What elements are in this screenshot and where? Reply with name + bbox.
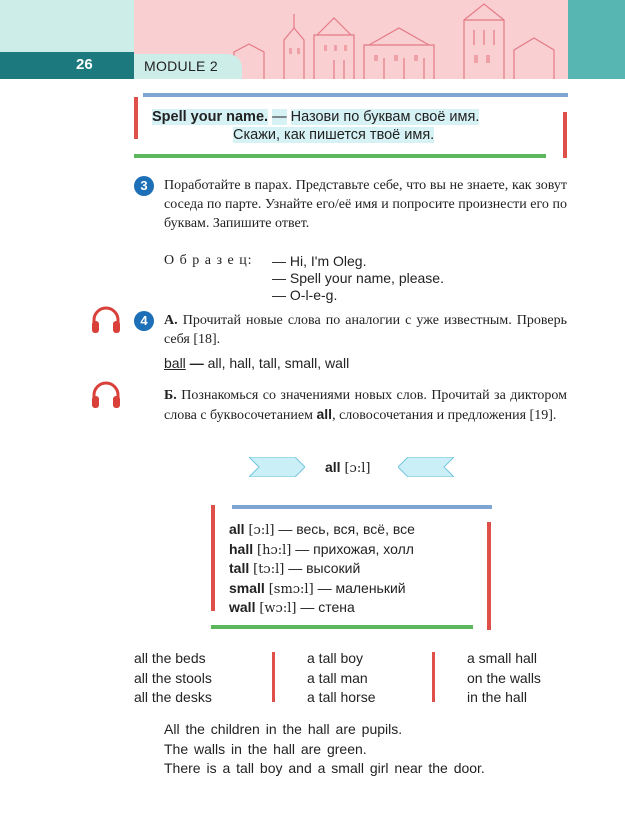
analogy-base-word: ball [164,355,186,371]
phrase: a tall boy [307,650,364,666]
vocab-word: all [229,521,245,537]
vocab-box-bottom-bar [211,625,473,629]
phrase: all the desks [134,689,212,705]
exercise-4a-label: А. [164,313,178,328]
spell-box-line-2 [233,126,434,144]
vocab-transcription: [tɔ:l] [253,562,285,577]
vocab-word: tall [229,560,250,576]
spell-box-bottom-bar [134,154,546,158]
vocab-row [229,520,415,541]
phrase: all the beds [134,650,206,666]
banner-word: all [325,459,341,475]
module-label: MODULE 2 [144,58,218,74]
analogy-line [164,354,349,372]
exercise-3-badge: 3 [134,176,154,196]
phrases-column-2 [307,649,375,708]
vocab-word: small [229,579,265,596]
exercise-3-line-1: — Hi, I'm Oleg. [272,253,367,269]
sentence: The walls in the hall are green. [164,740,367,757]
vocab-meaning: — прихожая, холл [295,540,414,557]
headphones-icon [90,305,122,335]
exercise-4b-label: Б. [164,388,177,403]
phrase: in the hall [467,689,527,705]
exercise-4-badge: 4 [134,311,154,331]
spell-box-top-bar [143,93,568,97]
analogy-dash: — [189,355,204,371]
exercise-4b-text-1: Познакомься со значениями новых слов. Прочитай за диктором слова с буквосочетанием [164,388,568,423]
banner-left-ribbon [249,457,305,477]
vocab-word: wall [229,599,256,615]
vocab-transcription: [hɔ:l] [257,542,292,558]
exercise-4a-text: Прочитай новые слова по аналогии с уже известным. Проверь себя [18]. [164,313,568,347]
exercise-4a-instructions [164,311,567,349]
vocab-box-top-bar [232,505,492,509]
exercise-4b-instructions [164,386,567,425]
vocab-transcription: [smɔ:l] [268,581,314,597]
phrase: all the stools [134,669,212,686]
exercise-4b-bold-word: all [316,406,333,422]
phrase: on the walls [467,669,541,686]
vocab-box-right-bar [487,522,491,630]
banner-text [325,458,370,478]
phrase: a tall horse [307,689,376,705]
exercise-3-line-2: — Spell your name, please. [272,270,444,286]
sentence: All the children in the hall are pupils. [164,721,403,737]
spell-box-right-bar [563,112,567,158]
banner-right-ribbon [398,457,454,477]
analogy-words: all, hall, tall, small, wall [207,355,350,371]
page-number: 26 [76,56,93,73]
phrases-divider-1 [272,652,275,702]
vocab-meaning: — стена [300,599,355,615]
phrases-divider-2 [432,652,435,702]
vocab-row [229,579,406,600]
exercise-3-sample-label: О б р а з е ц: [164,253,253,268]
spell-box-russian-1: Назови по буквам своё имя. [290,109,480,125]
vocab-row [229,540,414,561]
exercise-3-instructions: Поработайте в парах. Представьте себе, что вы не знаете, как зовут соседа по парте. Узнайте его/её имя и попросите произнести его по буквам. Запишите ответ. [164,178,567,231]
vocab-row [229,598,355,619]
vocab-meaning: — весь, вся, всё, все [278,521,415,537]
header-right-band [568,0,625,79]
sentence: There is a tall boy and a small girl near the door. [164,760,485,776]
spell-box-left-bar [134,97,138,139]
vocab-row [229,559,360,580]
phrase: a small hall [467,650,538,666]
spell-box-russian-2: Скажи, как пишется твоё имя. [233,127,435,143]
spell-box-english: Spell your name. [152,109,269,125]
vocab-transcription: [ɔ:l] [248,523,275,538]
vocab-box-left-bar [211,505,215,611]
exercise-4b-text-2: , словосочетания и предложения [19]. [332,408,557,423]
phrases-column-3 [467,649,541,708]
vocab-word: hall [229,540,254,557]
headphones-icon [90,380,122,410]
vocab-meaning: — высокий [288,560,361,576]
banner-transcription: [ɔ:l] [344,461,371,476]
vocab-transcription: [wɔ:l] [259,601,297,616]
vocab-meaning: — маленький [317,579,406,596]
phrase: a tall man [307,669,368,686]
phrases-column-1 [134,649,212,708]
spell-box-dash: — [272,109,287,125]
example-sentences [164,720,485,779]
exercise-3-line-3: — O-l-e-g. [272,287,338,303]
spell-box-line-1 [152,108,479,126]
